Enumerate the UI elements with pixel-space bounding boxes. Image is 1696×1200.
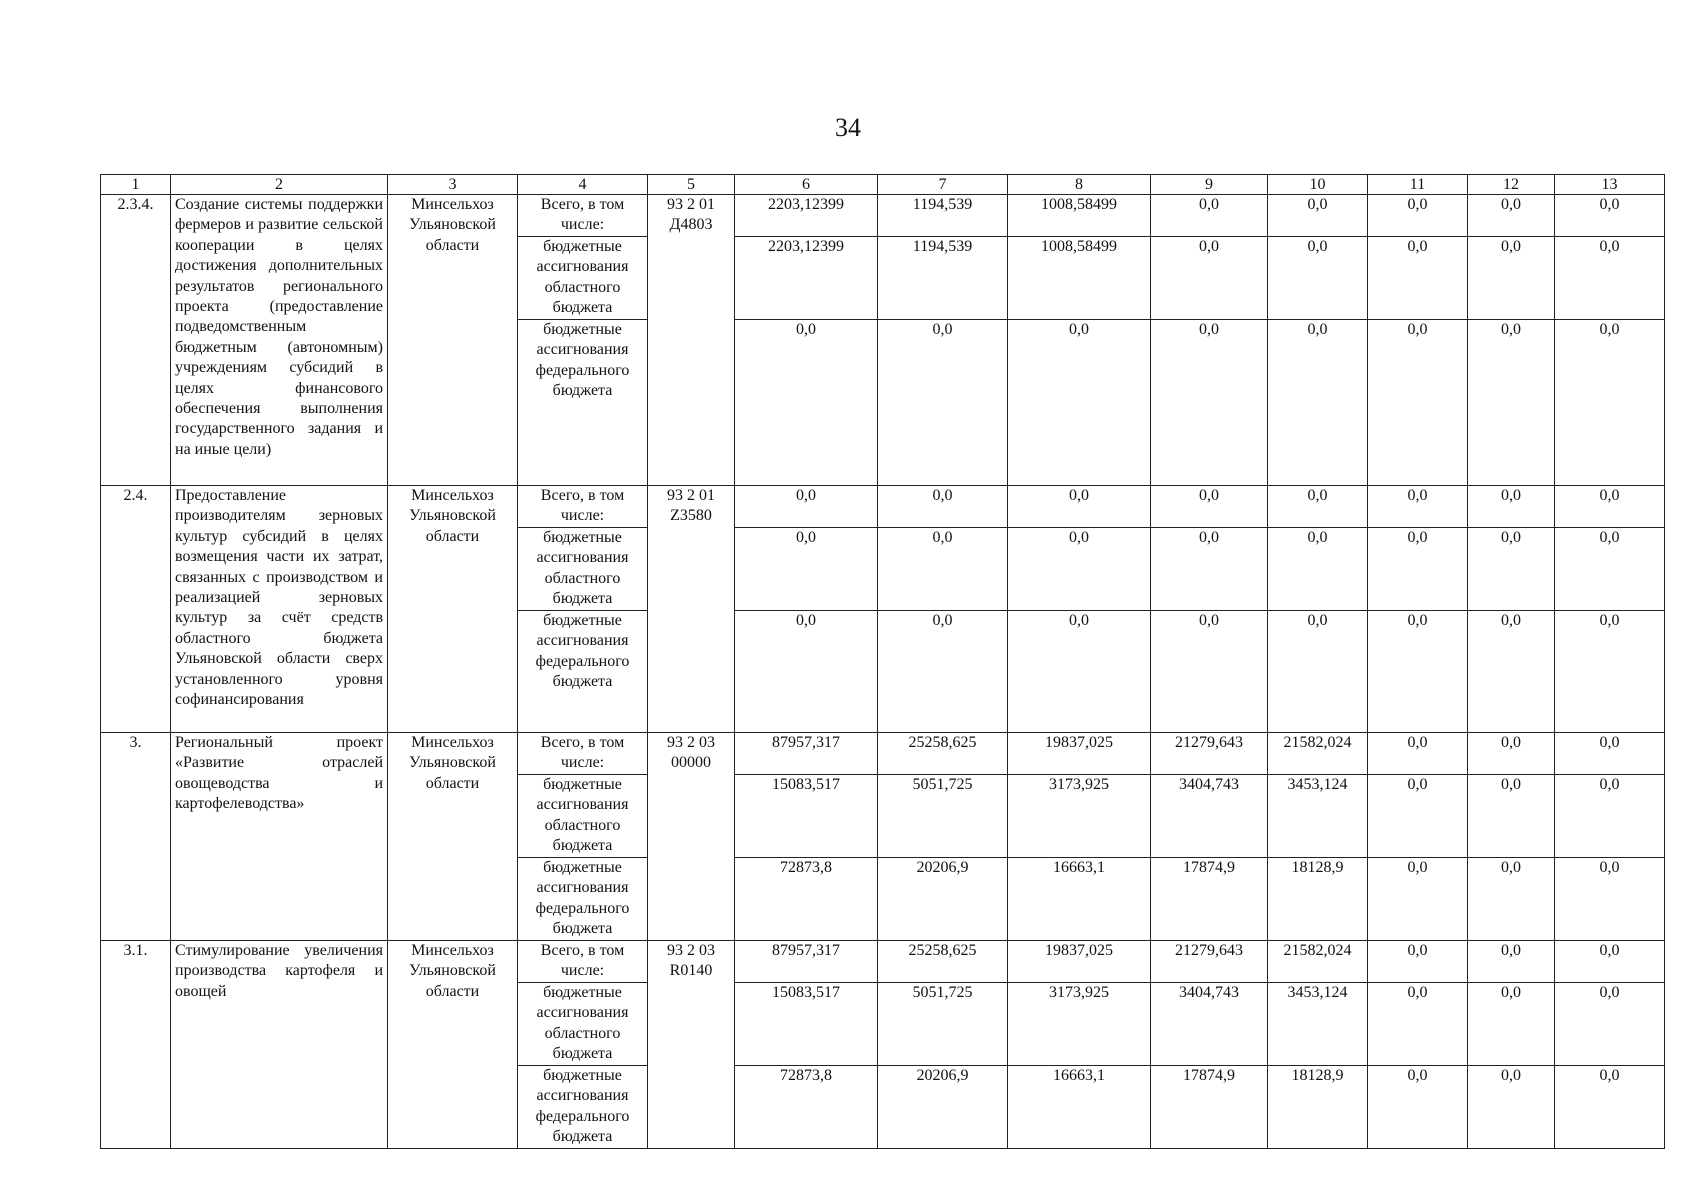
- funding-source: бюджетные ассигнования областного бюджета: [518, 237, 648, 320]
- amount-cell: 17874,9: [1151, 1066, 1268, 1149]
- amount-cell: 20206,9: [878, 1066, 1008, 1149]
- amount-cell: 0,0: [1468, 486, 1555, 528]
- amount-cell: 0,0: [1468, 941, 1555, 983]
- amount-cell: 0,0: [1468, 195, 1555, 237]
- amount-cell: 3404,743: [1151, 983, 1268, 1066]
- amount-cell: 0,0: [1368, 195, 1468, 237]
- amount-cell: 2203,12399: [735, 195, 878, 237]
- funding-source: бюджетные ассигнования областного бюджета: [518, 983, 648, 1066]
- amount-cell: 0,0: [1555, 858, 1665, 941]
- amount-cell: 25258,625: [878, 941, 1008, 983]
- amount-cell: 21279,643: [1151, 941, 1268, 983]
- table-body: [101, 175, 1665, 1149]
- column-header: 13: [1555, 175, 1665, 195]
- amount-cell: 0,0: [1151, 195, 1268, 237]
- column-header: 1: [101, 175, 171, 195]
- amount-cell: 0,0: [1468, 237, 1555, 320]
- amount-cell: 0,0: [878, 528, 1008, 611]
- table-row-total: [101, 941, 1665, 983]
- amount-cell: 0,0: [1151, 528, 1268, 611]
- page-number: 34: [835, 113, 861, 142]
- funding-source: бюджетные ассигнования федерального бюджета: [518, 1066, 648, 1149]
- amount-cell: 0,0: [1368, 733, 1468, 775]
- amount-cell: 0,0: [1008, 611, 1151, 733]
- funding-source: Всего, в том числе:: [518, 486, 648, 528]
- funding-source: бюджетные ассигнования областного бюджета: [518, 775, 648, 858]
- amount-cell: 0,0: [1368, 320, 1468, 486]
- amount-cell: 20206,9: [878, 858, 1008, 941]
- amount-cell: 0,0: [1555, 611, 1665, 733]
- amount-cell: 0,0: [1368, 1066, 1468, 1149]
- amount-cell: 21582,024: [1268, 733, 1368, 775]
- amount-cell: 0,0: [1268, 320, 1368, 486]
- amount-cell: 3173,925: [1008, 983, 1151, 1066]
- amount-cell: 0,0: [1555, 775, 1665, 858]
- amount-cell: 0,0: [1368, 858, 1468, 941]
- amount-cell: 0,0: [1268, 195, 1368, 237]
- column-header: 8: [1008, 175, 1151, 195]
- amount-cell: 0,0: [1151, 320, 1268, 486]
- amount-cell: 18128,9: [1268, 858, 1368, 941]
- column-header: 4: [518, 175, 648, 195]
- amount-cell: 0,0: [1368, 983, 1468, 1066]
- amount-cell: 0,0: [1555, 941, 1665, 983]
- table-row-total: [101, 195, 1665, 237]
- item-number: 2.3.4.: [101, 195, 171, 486]
- funding-source: бюджетные ассигнования федерального бюджета: [518, 611, 648, 733]
- responsible-executor: Минсельхоз Ульяновской области: [388, 941, 518, 1149]
- header-row: [101, 175, 1665, 195]
- amount-cell: 87957,317: [735, 733, 878, 775]
- amount-cell: 2203,12399: [735, 237, 878, 320]
- item-name: Создание системы поддержки фермеров и развитие сельской кооперации в целях достижения дополнительных результатов регионального проекта (предоставление подведомственным бюджетным (автономным) учреждениям субсидий в целях финансового обеспечения выполнения государственного задания и на иные цели): [171, 195, 388, 486]
- amount-cell: 0,0: [735, 528, 878, 611]
- amount-cell: 0,0: [1468, 611, 1555, 733]
- amount-cell: 0,0: [1151, 611, 1268, 733]
- funding-source: Всего, в том числе:: [518, 195, 648, 237]
- amount-cell: 5051,725: [878, 983, 1008, 1066]
- amount-cell: 0,0: [1368, 941, 1468, 983]
- item-name: Предоставление производителям зерновых культур субсидий в целях возмещения части их затрат, связанных с производством и реализацией зерновых культур за счёт средств областного бюджета Ульяновской области сверх установленного уровня софинансирования: [171, 486, 388, 733]
- amount-cell: 3173,925: [1008, 775, 1151, 858]
- amount-cell: 0,0: [1151, 237, 1268, 320]
- amount-cell: 72873,8: [735, 858, 878, 941]
- budget-code: 93 2 03 00000: [648, 733, 735, 941]
- amount-cell: 0,0: [735, 486, 878, 528]
- amount-cell: 87957,317: [735, 941, 878, 983]
- column-header: 11: [1368, 175, 1468, 195]
- responsible-executor: Минсельхоз Ульяновской области: [388, 486, 518, 733]
- item-number: 3.: [101, 733, 171, 941]
- amount-cell: 0,0: [1268, 486, 1368, 528]
- amount-cell: 0,0: [1468, 775, 1555, 858]
- column-header: 10: [1268, 175, 1368, 195]
- amount-cell: 0,0: [1368, 611, 1468, 733]
- amount-cell: 3404,743: [1151, 775, 1268, 858]
- amount-cell: 0,0: [1468, 733, 1555, 775]
- amount-cell: 0,0: [1468, 858, 1555, 941]
- amount-cell: 25258,625: [878, 733, 1008, 775]
- amount-cell: 5051,725: [878, 775, 1008, 858]
- column-header: 3: [388, 175, 518, 195]
- amount-cell: 0,0: [878, 320, 1008, 486]
- amount-cell: 1008,58499: [1008, 195, 1151, 237]
- funding-source: Всего, в том числе:: [518, 941, 648, 983]
- amount-cell: 0,0: [1008, 486, 1151, 528]
- amount-cell: 0,0: [1468, 983, 1555, 1066]
- column-header: 5: [648, 175, 735, 195]
- amount-cell: 0,0: [1268, 237, 1368, 320]
- amount-cell: 0,0: [1468, 1066, 1555, 1149]
- amount-cell: 15083,517: [735, 775, 878, 858]
- amount-cell: 0,0: [1468, 320, 1555, 486]
- amount-cell: 16663,1: [1008, 858, 1151, 941]
- amount-cell: 16663,1: [1008, 1066, 1151, 1149]
- amount-cell: 0,0: [1555, 1066, 1665, 1149]
- column-header: 6: [735, 175, 878, 195]
- budget-code: 93 2 01 Z3580: [648, 486, 735, 733]
- amount-cell: 0,0: [1268, 528, 1368, 611]
- amount-cell: 0,0: [735, 320, 878, 486]
- amount-cell: 0,0: [1555, 486, 1665, 528]
- amount-cell: 21582,024: [1268, 941, 1368, 983]
- amount-cell: 0,0: [1555, 983, 1665, 1066]
- column-header: 12: [1468, 175, 1555, 195]
- column-header: 7: [878, 175, 1008, 195]
- amount-cell: 0,0: [1555, 733, 1665, 775]
- amount-cell: 0,0: [735, 611, 878, 733]
- amount-cell: 0,0: [1268, 611, 1368, 733]
- amount-cell: 18128,9: [1268, 1066, 1368, 1149]
- amount-cell: 19837,025: [1008, 733, 1151, 775]
- amount-cell: 0,0: [1555, 195, 1665, 237]
- amount-cell: 0,0: [1008, 320, 1151, 486]
- amount-cell: 0,0: [1555, 320, 1665, 486]
- amount-cell: 0,0: [1151, 486, 1268, 528]
- table-row-total: [101, 733, 1665, 775]
- amount-cell: 3453,124: [1268, 983, 1368, 1066]
- funding-source: бюджетные ассигнования федерального бюджета: [518, 320, 648, 486]
- responsible-executor: Минсельхоз Ульяновской области: [388, 195, 518, 486]
- amount-cell: 0,0: [1368, 528, 1468, 611]
- funding-source: бюджетные ассигнования областного бюджета: [518, 528, 648, 611]
- column-header: 2: [171, 175, 388, 195]
- budget-code: 93 2 03 R0140: [648, 941, 735, 1149]
- amount-cell: 1008,58499: [1008, 237, 1151, 320]
- amount-cell: 0,0: [1555, 528, 1665, 611]
- amount-cell: 0,0: [878, 611, 1008, 733]
- item-number: 3.1.: [101, 941, 171, 1149]
- amount-cell: 21279,643: [1151, 733, 1268, 775]
- amount-cell: 1194,539: [878, 195, 1008, 237]
- item-number: 2.4.: [101, 486, 171, 733]
- amount-cell: 72873,8: [735, 1066, 878, 1149]
- amount-cell: 15083,517: [735, 983, 878, 1066]
- amount-cell: 0,0: [878, 486, 1008, 528]
- amount-cell: 0,0: [1468, 528, 1555, 611]
- amount-cell: 0,0: [1008, 528, 1151, 611]
- responsible-executor: Минсельхоз Ульяновской области: [388, 733, 518, 941]
- budget-code: 93 2 01 Д4803: [648, 195, 735, 486]
- budget-table: [100, 174, 1665, 1149]
- amount-cell: 1194,539: [878, 237, 1008, 320]
- amount-cell: 0,0: [1368, 775, 1468, 858]
- funding-source: Всего, в том числе:: [518, 733, 648, 775]
- amount-cell: 0,0: [1368, 486, 1468, 528]
- amount-cell: 0,0: [1368, 237, 1468, 320]
- amount-cell: 0,0: [1555, 237, 1665, 320]
- funding-source: бюджетные ассигнования федерального бюджета: [518, 858, 648, 941]
- amount-cell: 3453,124: [1268, 775, 1368, 858]
- table-row-total: [101, 486, 1665, 528]
- item-name: Региональный проект «Развитие отраслей овощеводства и картофелеводства»: [171, 733, 388, 941]
- amount-cell: 19837,025: [1008, 941, 1151, 983]
- item-name: Стимулирование увеличения производства картофеля и овощей: [171, 941, 388, 1149]
- amount-cell: 17874,9: [1151, 858, 1268, 941]
- column-header: 9: [1151, 175, 1268, 195]
